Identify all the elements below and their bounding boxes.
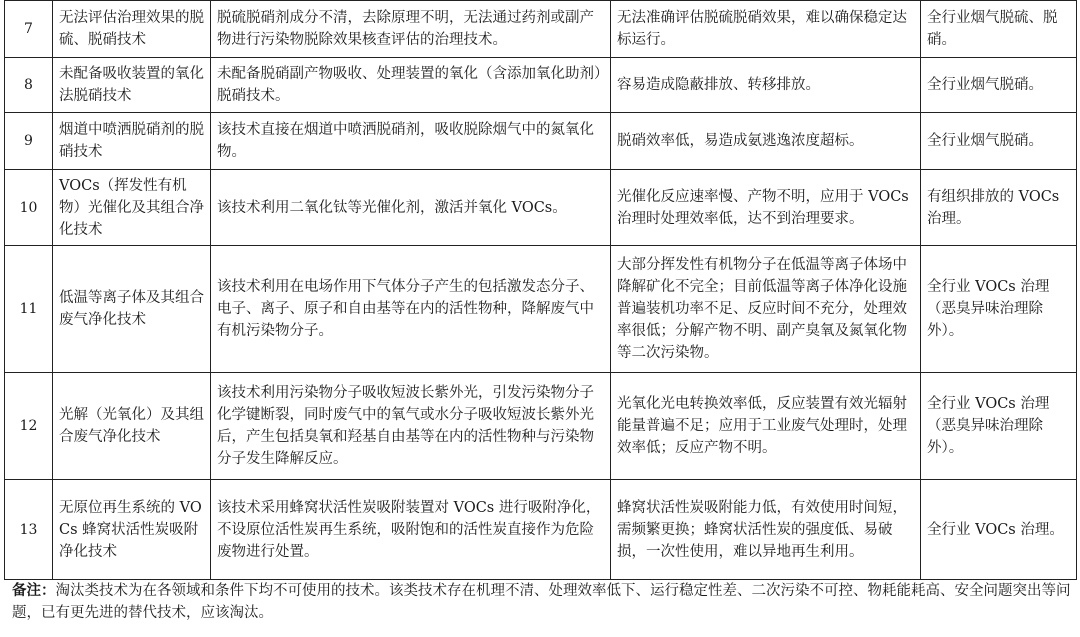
technology-name: 光解（光氧化）及其组合废气净化技术	[53, 373, 211, 480]
technology-description: 该技术利用二氧化钛等光催化剂，激活并氧化 VOCs。	[211, 170, 611, 246]
technology-name: 烟道中喷洒脱硝剂的脱硝技术	[53, 113, 211, 170]
table-row	[5, 58, 1077, 113]
footnote	[12, 580, 1072, 624]
row-number: 10	[5, 170, 53, 246]
application-scope: 全行业烟气脱硝。	[921, 113, 1077, 170]
row-number: 12	[5, 373, 53, 480]
row-number: 7	[5, 1, 53, 58]
elimination-reason: 无法准确评估脱硫脱硝效果，难以确保稳定达标运行。	[611, 1, 921, 58]
application-scope: 全行业烟气脱硫、脱硝。	[921, 1, 1077, 58]
application-scope: 全行业 VOCs 治理。	[921, 480, 1077, 580]
technology-name: VOCs（挥发性有机物）光催化及其组合净化技术	[53, 170, 211, 246]
application-scope: 全行业烟气脱硝。	[921, 58, 1077, 113]
eliminated-technologies-table	[4, 0, 1077, 580]
table-row	[5, 170, 1077, 246]
application-scope: 全行业 VOCs 治理（恶臭异味治理除外）。	[921, 246, 1077, 373]
technology-description: 脱硫脱硝剂成分不清，去除原理不明，无法通过药剂或副产物进行污染物脱除效果核查评估的治理技术。	[211, 1, 611, 58]
elimination-reason: 光氧化光电转换效率低，反应装置有效光辐射能量普遍不足；应用于工业废气处理时，处理效率低；反应产物不明。	[611, 373, 921, 480]
table-row	[5, 1, 1077, 58]
technology-name: 无原位再生系统的 VOCs 蜂窝状活性炭吸附净化技术	[53, 480, 211, 580]
elimination-reason: 大部分挥发性有机物分子在低温等离子体场中降解矿化不完全；目前低温等离子体净化设施普遍装机功率不足、反应时间不充分，处理效率很低；分解产物不明、副产臭氧及氮氧化物等二次污染物。	[611, 246, 921, 373]
technology-name: 未配备吸收装置的氧化法脱硝技术	[53, 58, 211, 113]
row-number: 8	[5, 58, 53, 113]
technology-name: 低温等离子体及其组合废气净化技术	[53, 246, 211, 373]
technology-description: 该技术利用在电场作用下气体分子产生的包括激发态分子、电子、离子、原子和自由基等在内的活性物种，降解废气中有机污染物分子。	[211, 246, 611, 373]
row-number: 13	[5, 480, 53, 580]
technology-table-container	[4, 0, 1076, 580]
footnote-text: 淘汰类技术为在各领域和条件下均不可使用的技术。该类技术存在机理不清、处理效率低下、运行稳定性差、二次污染不可控、物耗能耗高、安全问题突出等问题，已有更先进的替代技术，应该淘汰。	[12, 583, 1071, 621]
row-number: 9	[5, 113, 53, 170]
footnote-label: 备注：	[12, 582, 56, 599]
application-scope: 全行业 VOCs 治理（恶臭异味治理除外）。	[921, 373, 1077, 480]
table-row	[5, 113, 1077, 170]
table-row	[5, 480, 1077, 580]
elimination-reason: 脱硝效率低，易造成氨逃逸浓度超标。	[611, 113, 921, 170]
technology-description: 该技术直接在烟道中喷洒脱硝剂，吸收脱除烟气中的氮氧化物。	[211, 113, 611, 170]
technology-description: 该技术采用蜂窝状活性炭吸附装置对 VOCs 进行吸附净化，不设原位活性炭再生系统，吸附饱和的活性炭直接作为危险废物进行处置。	[211, 480, 611, 580]
elimination-reason: 光催化反应速率慢、产物不明，应用于 VOCs 治理时处理效率低，达不到治理要求。	[611, 170, 921, 246]
elimination-reason: 蜂窝状活性炭吸附能力低，有效使用时间短，需频繁更换；蜂窝状活性炭的强度低、易破损，一次性使用，难以异地再生利用。	[611, 480, 921, 580]
technology-description: 未配备脱硝副产物吸收、处理装置的氧化（含添加氧化助剂）脱硝技术。	[211, 58, 611, 113]
table-row	[5, 373, 1077, 480]
elimination-reason: 容易造成隐蔽排放、转移排放。	[611, 58, 921, 113]
row-number: 11	[5, 246, 53, 373]
table-row	[5, 246, 1077, 373]
application-scope: 有组织排放的 VOCs 治理。	[921, 170, 1077, 246]
technology-description: 该技术利用污染物分子吸收短波长紫外光，引发污染物分子化学键断裂，同时废气中的氧气或水分子吸收短波长紫外光后，产生包括臭氧和羟基自由基等在内的活性物种与污染物分子发生降解反应。	[211, 373, 611, 480]
technology-name: 无法评估治理效果的脱硫、脱硝技术	[53, 1, 211, 58]
